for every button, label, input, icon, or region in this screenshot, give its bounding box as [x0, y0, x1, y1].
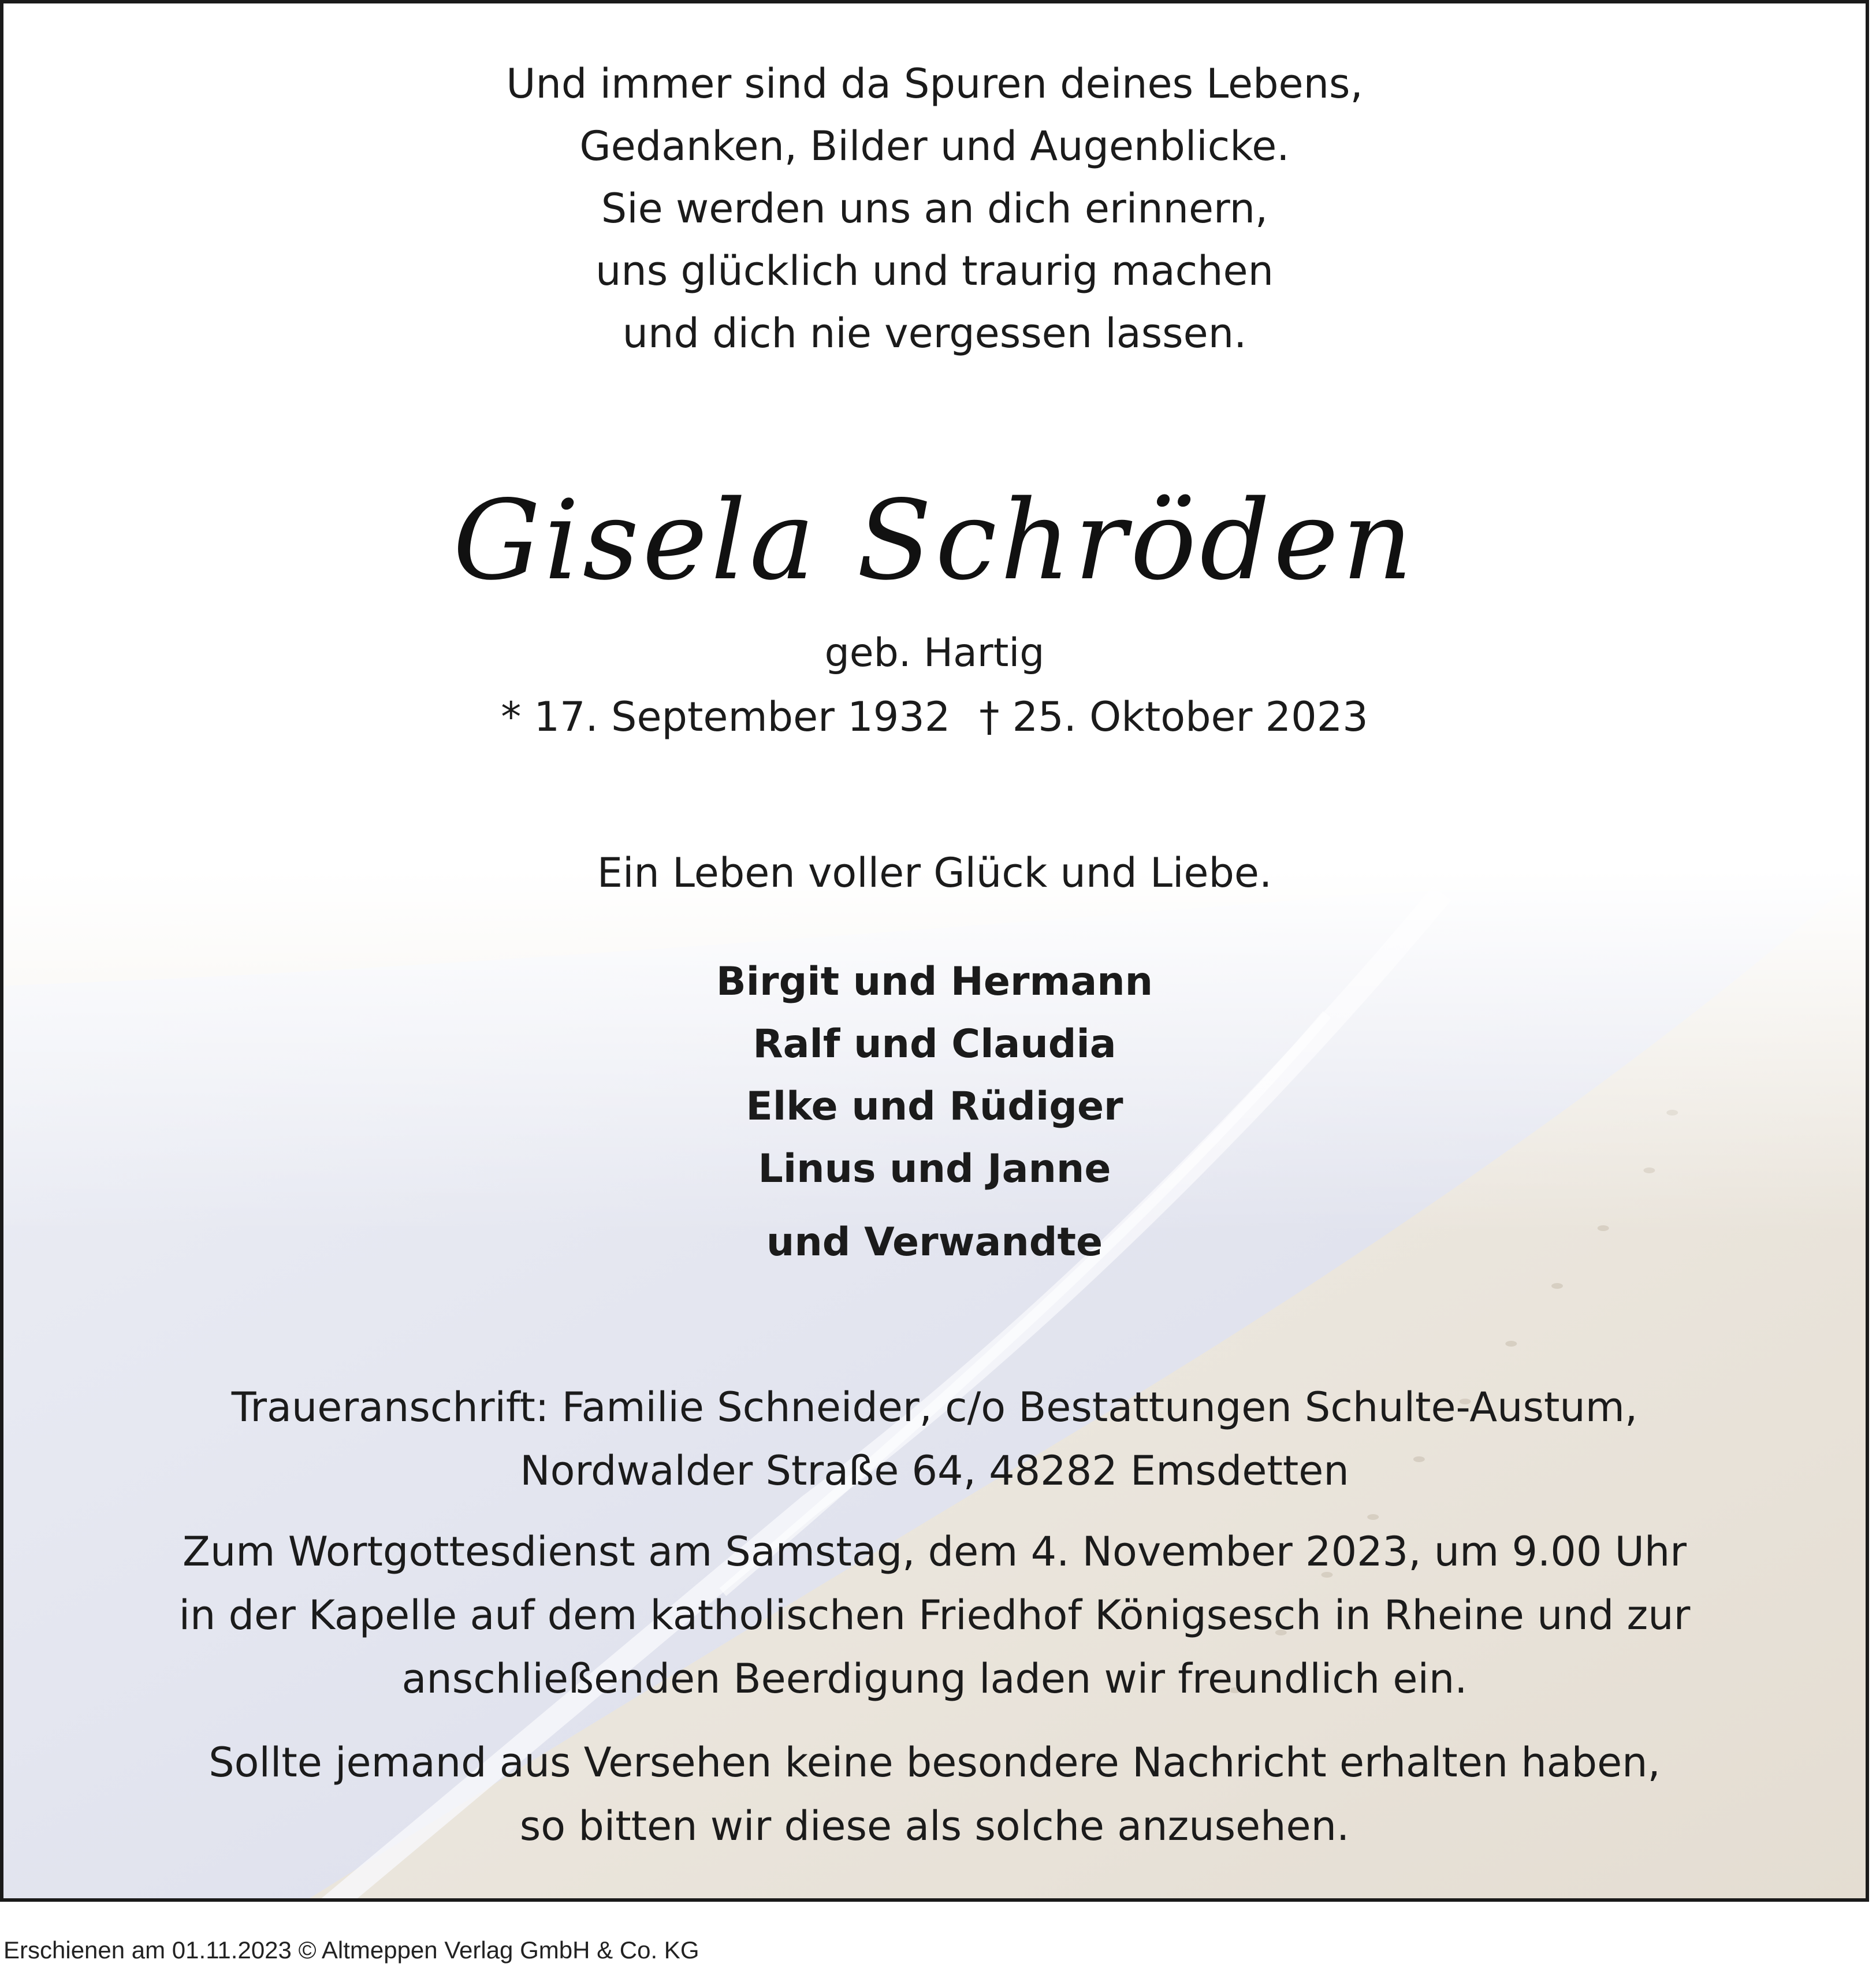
poem-line: uns glücklich und traurig machen: [595, 247, 1274, 295]
tagline: Ein Leben voller Glück und Liebe.: [597, 849, 1272, 897]
service-line: anschließenden Beerdigung laden wir freundlich ein.: [401, 1655, 1468, 1702]
service-line: Zum Wortgottesdienst am Samstag, dem 4. November 2023, um 9.00 Uhr: [182, 1528, 1687, 1575]
address-line: Traueranschrift: Familie Schneider, c/o Bestattungen Schulte-Austum,: [231, 1384, 1638, 1431]
birth-name: geb. Hartig: [824, 630, 1045, 676]
service-line: in der Kapelle auf dem katholischen Friedhof Königsesch in Rheine und zur: [178, 1592, 1691, 1639]
mourning-address: [3, 1375, 1866, 1503]
birth-date: * 17. September 1932: [501, 693, 951, 741]
poem-line: und dich nie vergessen lassen.: [622, 310, 1247, 357]
service-invitation: [3, 1520, 1866, 1711]
poem-line: Und immer sind da Spuren deines Lebens,: [506, 60, 1363, 107]
mourner-name: Elke und Rüdiger: [746, 1084, 1123, 1129]
relatives-line: und Verwandte: [766, 1219, 1103, 1265]
deceased-name: Gisela Schröden: [453, 477, 1416, 604]
notice-line: so bitten wir diese als solche anzusehen.: [519, 1802, 1350, 1850]
mourner-name: Ralf und Claudia: [753, 1021, 1116, 1067]
notice-line: Sollte jemand aus Versehen keine besondere Nachricht erhalten haben,: [209, 1739, 1661, 1786]
notification-note: [3, 1731, 1866, 1858]
mourner-name: Birgit und Hermann: [716, 959, 1153, 1005]
address-line: Nordwalder Straße 64, 48282 Emsdetten: [520, 1447, 1349, 1494]
poem: [3, 53, 1866, 365]
publication-footer: Erschienen am 01.11.2023 © Altmeppen Verlag GmbH & Co. KG: [3, 1936, 699, 1964]
life-dates: [3, 691, 1866, 743]
poem-line: Sie werden uns an dich erinnern,: [601, 185, 1268, 232]
mourner-name: Linus und Janne: [758, 1146, 1111, 1192]
mourners-list: [3, 951, 1866, 1200]
poem-line: Gedanken, Bilder und Augenblicke.: [579, 122, 1290, 170]
death-date: † 25. Oktober 2023: [979, 693, 1368, 741]
